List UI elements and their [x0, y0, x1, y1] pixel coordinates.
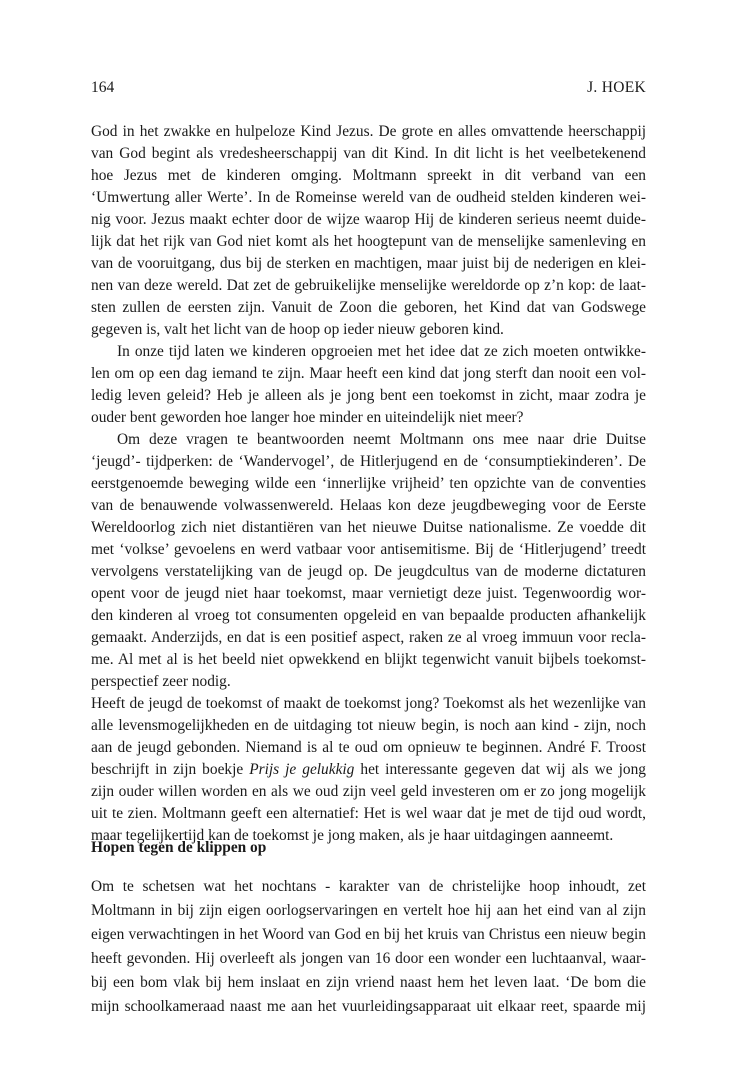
text-segment: den kinderen al vroeg tot consumenten opgeleid en van bepaalde producten afhankelijk [91, 607, 646, 624]
text-line [91, 296, 646, 320]
text-segment: van de vooruitgang, dus bij de sterken en machtigen, maar juist bij de nederigen en klei- [91, 255, 646, 272]
text-line [91, 692, 646, 716]
text-line [91, 604, 646, 628]
text-segment: ledig leven geleid? Heb je alleen als je jong bent een toekomst in zicht, maar zodra je [91, 387, 646, 404]
text-line [91, 362, 646, 386]
text-segment: nig voor. Jezus maakt echter door de wijze waarop Hij de kinderen serieus neemt duide- [91, 211, 646, 228]
text-line [91, 648, 646, 672]
text-segment: alle levensmogelijkheden en de uitdaging tot nieuw begin, is noch aan kind - zijn, noch [91, 717, 646, 734]
text-line [91, 560, 646, 584]
text-segment: zijn ouder willen worden en als we oud zijn veel geld investeren om er zo jong mogelijk [91, 783, 646, 800]
text-line [91, 971, 646, 995]
text-segment: bij een bom vlak bij hem inslaat en zijn vriend naast hem het leven laat. ‘De bom die [91, 974, 646, 991]
text-segment: heeft gevonden. Hij overleeft als jongen van 16 door een wonder een luchtaanval, waar- [91, 950, 646, 967]
text-segment: Om deze vragen te beantwoorden neemt Moltmann ons mee naar drie Duitse [117, 431, 646, 448]
text-line [91, 802, 646, 826]
text-line [117, 340, 646, 364]
text-segment: vervolgens verstatelijking van de jeugd op. De jeugdcultus van de moderne dictaturen [91, 563, 646, 580]
book-title: Prijs je gelukkig [249, 761, 355, 778]
text-line [91, 538, 646, 562]
text-segment: Om te schetsen wat het nochtans - karakter van de christelijke hoop inhoudt, zet [91, 878, 646, 895]
text-segment: nen van deze wereld. Dat zet de gebruikelijke menselijke wereldorde op z’n kop: de laat- [91, 277, 646, 294]
text-line [91, 384, 646, 408]
text-segment: Heeft de jeugd de toekomst of maakt de toekomst jong? Toekomst als het wezenlijke van [91, 695, 646, 712]
text-line [91, 626, 646, 650]
text-line [91, 120, 646, 144]
text-segment: sten zullen de eersten zijn. Vanuit de Zoon die geboren, het Kind dat van Godswege [91, 299, 646, 316]
text-segment: me. Al met al is het beeld niet opwekkend en blijkt tegenwicht vanuit bijbels toekomst- [91, 651, 646, 668]
text-line [91, 142, 646, 166]
text-segment: van God begint als vredesheerschappij van dit Kind. In dit licht is het veelbetekenend [91, 145, 646, 162]
text-line [117, 428, 646, 452]
text-segment: beschrijft in zijn boekje [91, 761, 250, 778]
text-segment: perspectief zeer nodig. [91, 673, 231, 690]
text-line [91, 494, 646, 518]
text-line [91, 582, 646, 606]
text-segment: Moltmann in bij zijn eigen oorlogservaringen en vertelt hoe hij aan het eind van al zijn [91, 902, 646, 919]
section-heading: Hopen tegen de klippen op [91, 839, 267, 856]
text-segment: hoe Jezus met de kinderen omging. Moltmann spreekt in dit verband van een [91, 167, 646, 184]
text-segment: eigen verwachtingen in het Woord van God en bij het kruis van Christus een nieuw begin [91, 926, 646, 943]
text-line [91, 947, 646, 971]
text-line [91, 318, 646, 342]
text-segment: uit te zien. Moltmann geeft een alternatief: Het is wel waar dat je met de tijd oud wordt, [91, 805, 646, 822]
text-segment: God in het zwakke en hulpeloze Kind Jezus. De grote en alles omvattende heerschappij [91, 123, 646, 140]
text-line [91, 472, 646, 496]
page-header [91, 78, 646, 98]
text-segment: gemaakt. Anderzijds, en dat is een positief aspect, raken ze al vroeg immuun voor recla- [91, 629, 646, 646]
text-segment: van de benauwende volwassenwereld. Helaas kon deze jeugdbeweging voor de Eerste [91, 497, 646, 514]
text-line [91, 995, 646, 1019]
text-segment: gegeven is, valt het licht van de hoop op ieder nieuw geboren kind. [91, 321, 504, 338]
text-line [91, 274, 646, 298]
text-line [91, 208, 646, 232]
text-line [91, 875, 646, 899]
text-segment: In onze tijd laten we kinderen opgroeien met het idee dat ze zich moeten ontwikke- [117, 343, 646, 360]
text-line [91, 252, 646, 276]
text-line [91, 186, 646, 210]
text-line [91, 736, 646, 760]
text-segment: opent voor de jeugd niet haar toekomst, maar vernietigt deze juist. Tegenwoordig wor- [91, 585, 646, 602]
text-line [91, 406, 646, 430]
text-line [91, 899, 646, 923]
text-line [91, 758, 646, 782]
text-segment: mijn schoolkameraad naast me aan het vuurleidingsapparaat uit elkaar reet, spaarde mij [91, 998, 646, 1015]
text-line [91, 780, 646, 804]
running-head: J. HOEK [587, 79, 646, 96]
text-segment: met ‘volkse’ gevoelens en werd vatbaar voor antisemitisme. Bij de ‘Hitlerjugend’ treedt [91, 541, 646, 558]
text-segment: len om op een dag iemand te zijn. Maar heeft een kind dat jong sterft dan nooit een vol- [91, 365, 646, 382]
text-segment: eerstgenoemde beweging wilde een ‘innerlijke vrijheid’ ten opzichte van de conventies [91, 475, 646, 492]
text-line [91, 230, 646, 254]
text-segment: lijk dat het rijk van God niet komt als het hoogtepunt van de menselijke samenleving en [91, 233, 646, 250]
text-segment: ‘jeugd’- tijdperken: de ‘Wandervogel’, de Hitlerjugend en de ‘consumptiekinderen’. De [91, 453, 646, 470]
page-number: 164 [91, 79, 115, 96]
text-line [91, 164, 646, 188]
text-line [91, 516, 646, 540]
text-segment: Wereldoorlog zich niet distantiëren van het nieuwe Duitse nationalisme. Ze voedde dit [91, 519, 646, 536]
text-line [91, 450, 646, 474]
text-segment: ouder bent geworden hoe langer hoe minder en uiteindelijk niet meer? [91, 409, 524, 426]
text-line [91, 670, 646, 694]
text-segment: maar tegelijkertijd kan de toekomst je jong maken, als je haar uitdagingen aanneemt. [91, 827, 614, 844]
text-segment: aan de jeugd gebonden. Niemand is al te oud om opnieuw te beginnen. André F. Troost [91, 739, 646, 756]
text-line [91, 714, 646, 738]
text-segment: het interessante gegeven dat wij als we jong [354, 761, 646, 778]
text-line [91, 923, 646, 947]
text-segment: ‘Umwertung aller Werte’. In de Romeinse wereld van de oudheid stelden kinderen wei- [91, 189, 646, 206]
